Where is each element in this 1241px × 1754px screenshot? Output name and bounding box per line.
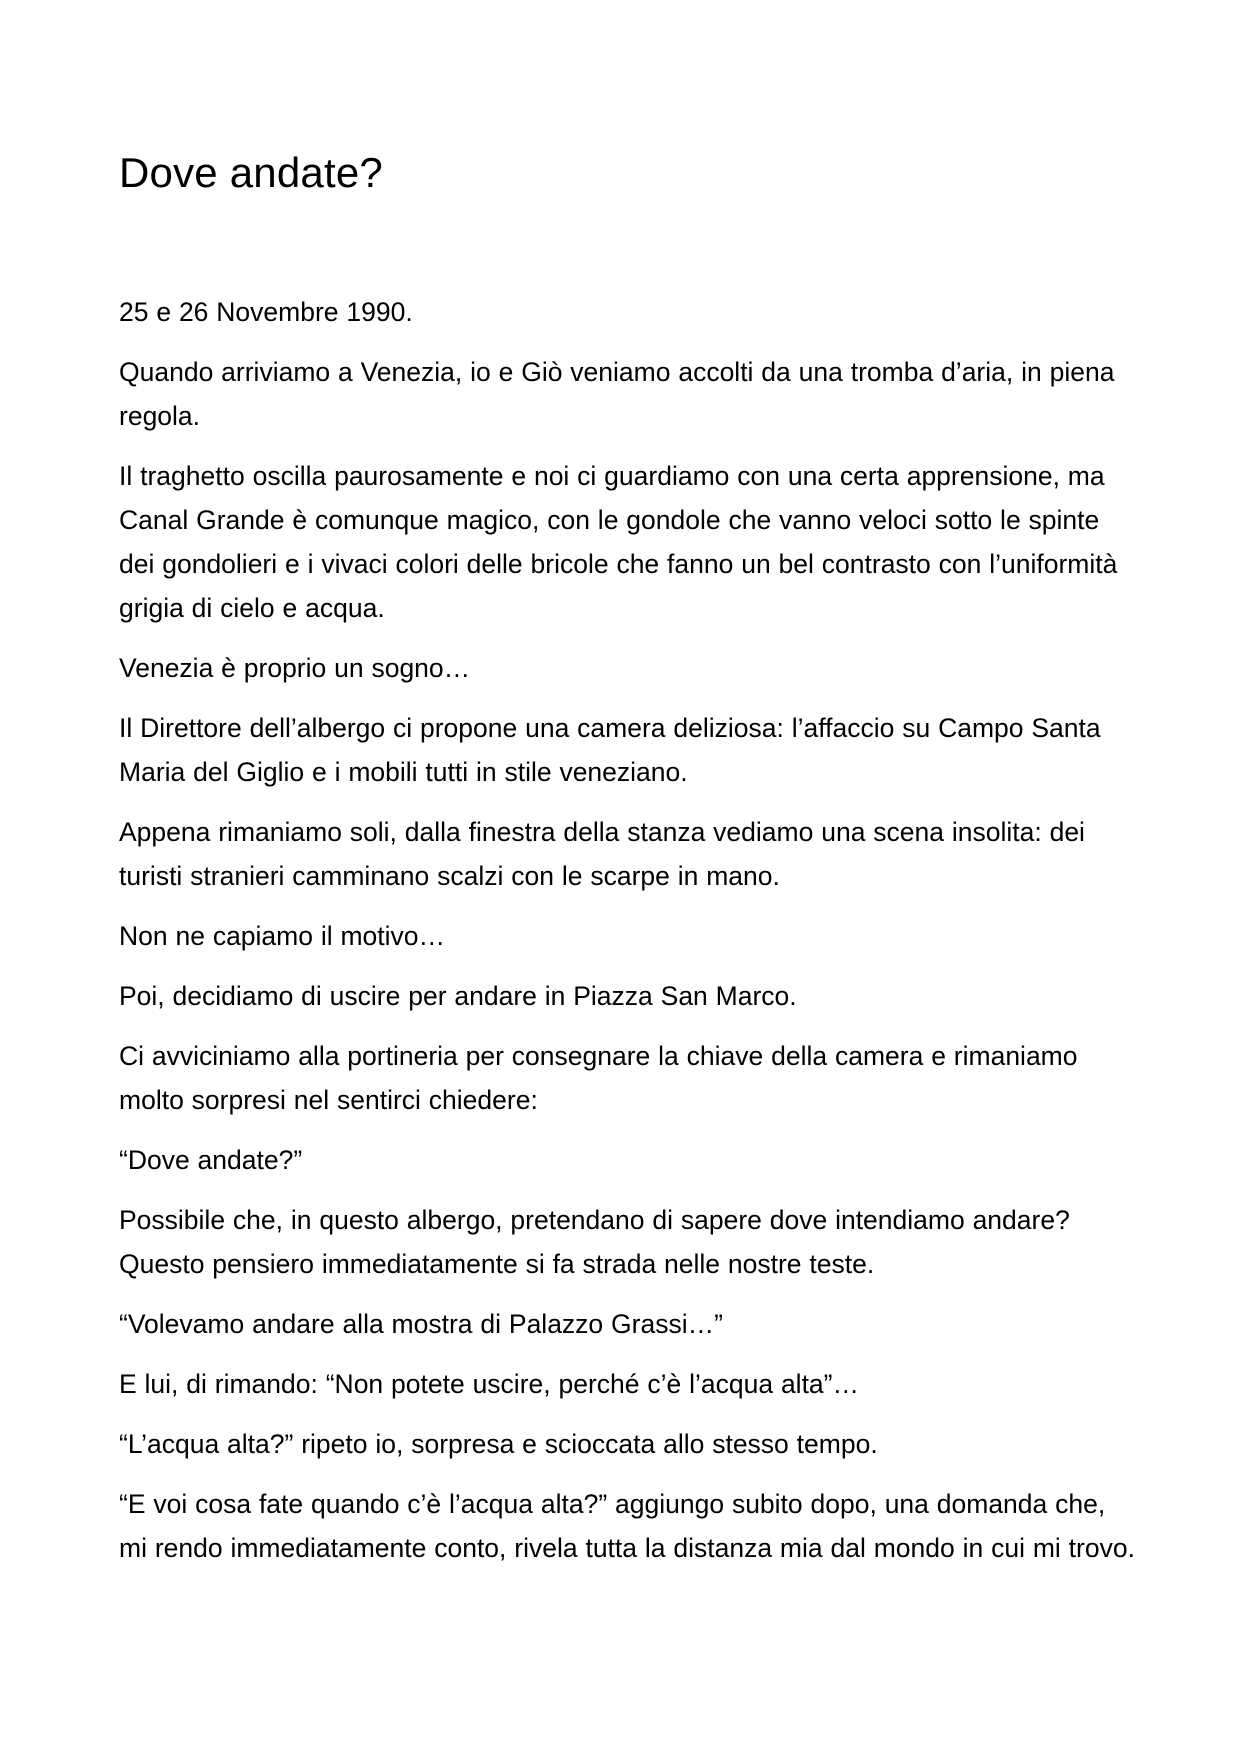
- paragraph: Ci avviciniamo alla portineria per consegnare la chiave della camera e rimaniamo molto sorpresi nel sentirci chiedere:: [119, 1041, 1078, 1116]
- paragraph-quote: “Dove andate?”: [119, 1145, 303, 1176]
- paragraph-date: 25 e 26 Novembre 1990.: [119, 297, 413, 328]
- paragraph: Appena rimaniamo soli, dalla finestra della stanza vediamo una scena insolita: dei turisti stranieri camminano scalzi con le scarpe in mano.: [119, 817, 1085, 892]
- document-title: Dove andate?: [119, 149, 383, 196]
- paragraph: E lui, di rimando: “Non potete uscire, perché c’è l’acqua alta”…: [119, 1369, 859, 1400]
- paragraph: Possibile che, in questo albergo, pretendano di sapere dove intendiamo andare? Questo pensiero immediatamente si fa strada nelle nostre teste.: [119, 1205, 1070, 1280]
- paragraph: Il Direttore dell’albergo ci propone una camera deliziosa: l’affaccio su Campo Santa Maria del Giglio e i mobili tutti in stile veneziano.: [119, 713, 1101, 788]
- paragraph: “E voi cosa fate quando c’è l’acqua alta?” aggiungo subito dopo, una domanda che, mi rendo immediatamente conto, rivela tutta la distanza mia dal mondo in cui mi trovo.: [119, 1489, 1135, 1564]
- paragraph: Venezia è proprio un sogno…: [119, 653, 471, 684]
- paragraph: Poi, decidiamo di uscire per andare in Piazza San Marco.: [119, 981, 797, 1012]
- paragraph: Il traghetto oscilla paurosamente e noi ci guardiamo con una certa apprensione, ma Canal Grande è comunque magico, con le gondole che vanno veloci sotto le spinte dei gondolieri e i vivaci colori delle bricole che fanno un bel contrasto con l’uniformità grigia di cielo e acqua.: [119, 461, 1118, 624]
- document-body: [119, 290, 1139, 1570]
- paragraph-quote: “L’acqua alta?” ripeto io, sorpresa e scioccata allo stesso tempo.: [119, 1429, 878, 1460]
- document-page: [119, 148, 1139, 1586]
- paragraph-quote: “Volevamo andare alla mostra di Palazzo Grassi…”: [119, 1309, 723, 1340]
- paragraph: Quando arriviamo a Venezia, io e Giò veniamo accolti da una tromba d’aria, in piena regola.: [119, 357, 1115, 432]
- paragraph: Non ne capiamo il motivo…: [119, 921, 446, 952]
